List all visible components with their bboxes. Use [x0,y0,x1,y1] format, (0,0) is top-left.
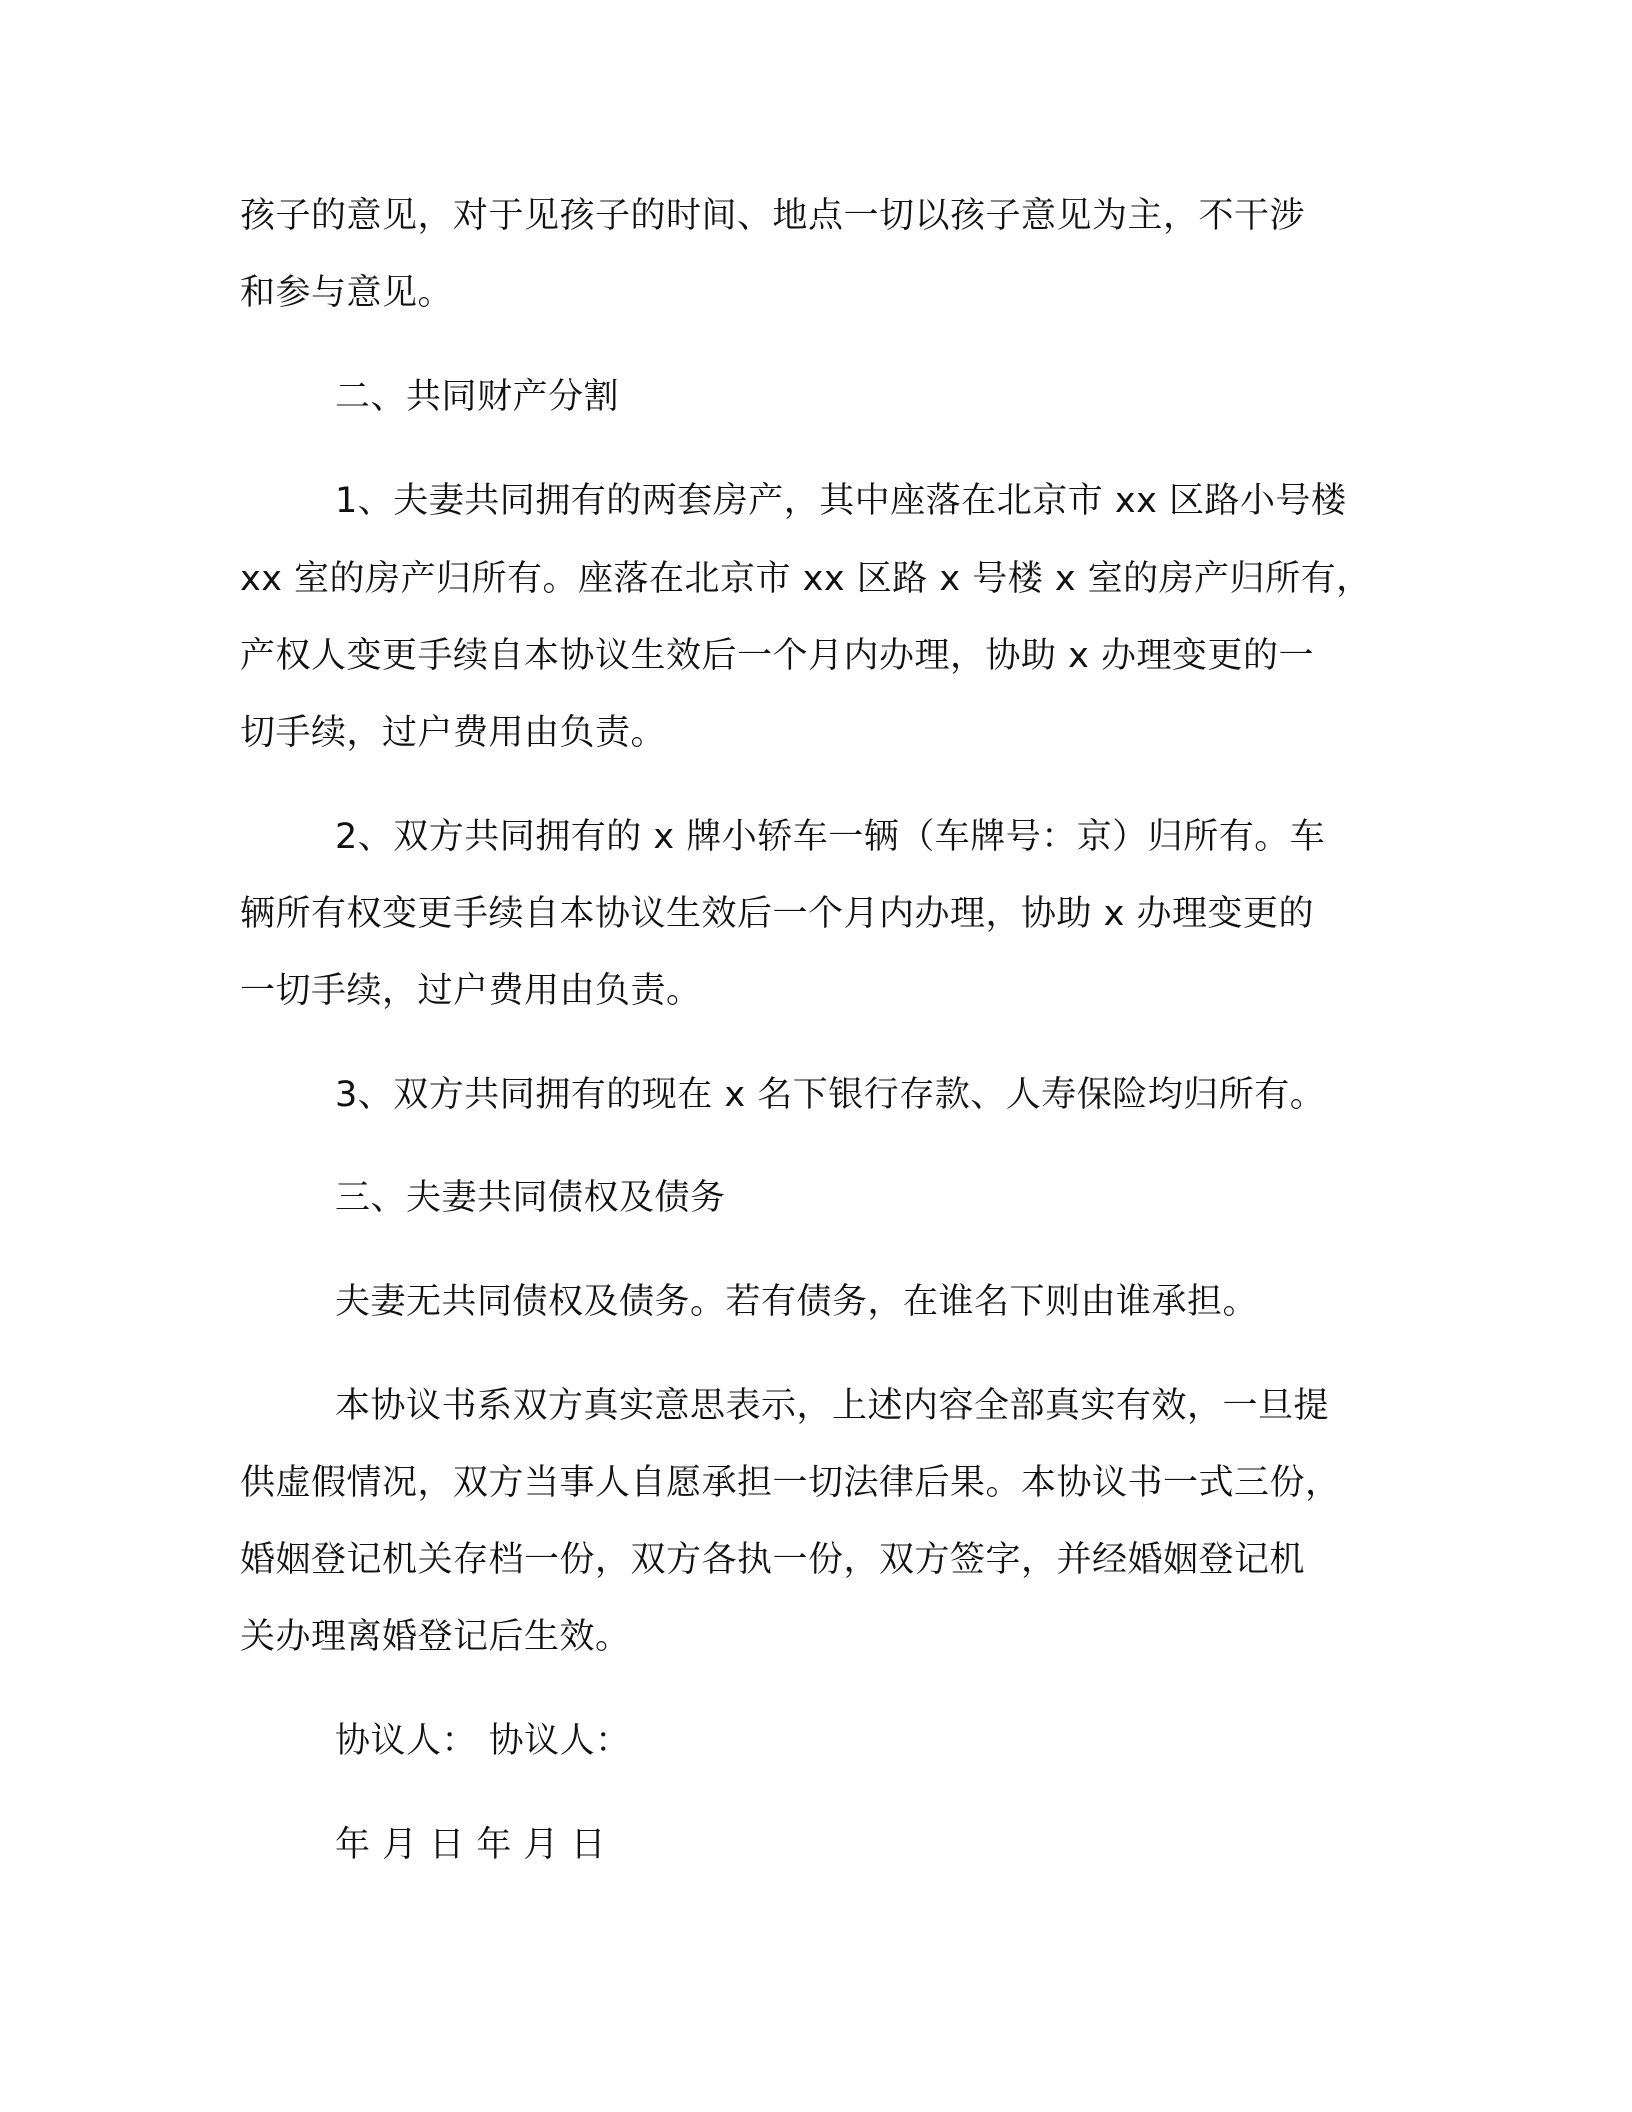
body-text-line: 本协议书系双方真实意思表示，上述内容全部真实有效，一旦提 [335,1386,1330,1426]
body-text-line: 关办理离婚登记后生效。 [240,1617,631,1657]
body-text-line: 和参与意见。 [240,273,454,313]
section-heading: 三、夫妻共同债权及债务 [335,1178,726,1218]
body-text-line: 供虚假情况，双方当事人自愿承担一切法律后果。本协议书一式三份， [240,1463,1341,1503]
date-line: 年 月 日 年 月 日 [335,1825,607,1865]
body-text-line: 1、夫妻共同拥有的两套房产，其中座落在北京市 xx 区路小号楼 [335,481,1347,521]
body-text-line: 3、双方共同拥有的现在 x 名下银行存款、人寿保险均归所有。 [335,1075,1326,1115]
signature-label-line: 协议人： 协议人： [335,1721,631,1761]
body-text-line: 产权人变更手续自本协议生效后一个月内办理，协助 x 办理变更的一 [240,636,1314,676]
body-text-line: 一切手续，过户费用由负责。 [240,971,702,1011]
body-text-line: 孩子的意见，对于见孩子的时间、地点一切以孩子意见为主，不干涉 [240,196,1306,236]
body-text-line: 辆所有权变更手续自本协议生效后一个月内办理，协助 x 办理变更的 [240,894,1314,934]
body-text-line: 夫妻无共同债权及债务。若有债务，在谁名下则由谁承担。 [335,1282,1259,1322]
body-text-line: 2、双方共同拥有的 x 牌小轿车一辆（车牌号：京）归所有。车 [335,817,1326,857]
body-text-line: 切手续，过户费用由负责。 [240,713,667,753]
section-heading: 二、共同财产分割 [335,377,620,417]
body-text-line: xx 室的房产归所有。座落在北京市 xx 区路 x 号楼 x 室的房产归所有， [240,559,1372,599]
body-text-line: 婚姻登记机关存档一份，双方各执一份，双方签字，并经婚姻登记机 [240,1540,1306,1580]
